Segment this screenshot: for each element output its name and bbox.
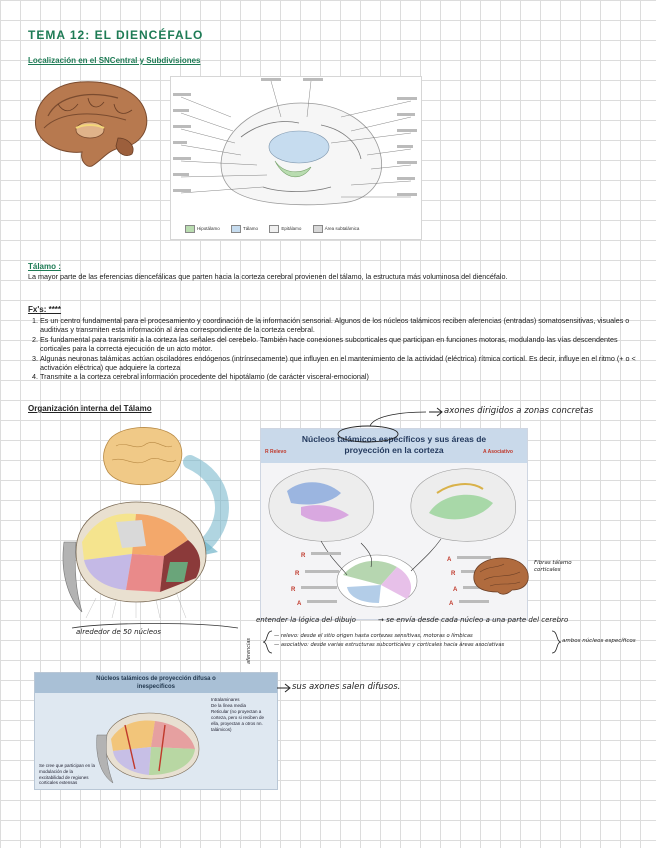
bracket-right-icon [550,630,562,654]
diffuse-item: Intralaminares [211,697,240,702]
legend-epithalamus: Epitálamo [269,226,301,231]
svg-text:R: R [291,587,296,593]
panel3-title: Núcleos talámicos de proyección difusa o inespecíficos [96,676,216,690]
diencephalon-diagram [170,76,422,240]
legend-subthalamic: Área subtalámica [313,226,360,231]
function-item: 4. Transmite a la corteza cerebral información procedente del hipotálamo (de carácter visceral-emocional) [40,372,640,381]
annotation-inputs-label: aferencias [246,637,252,664]
svg-text:A: A [297,601,302,607]
svg-text:R: R [301,553,306,559]
brain-sagittal-image [28,76,152,168]
panel2-title: Núcleos talámicos específicos y sus áreas de proyección en la corteza [301,434,487,455]
relay-tag: R Relevo [265,449,287,455]
diffuse-items [211,697,273,733]
function-item: 3. Algunas neuronas talámicas actúan osciladores endógenos (intrínsecamente) que influyen en el mantenimiento de la actividad (eléctrica) rítmica cortical. Es decir, influye en el ritmo (+ o < activación eléctrica) que adquiere la corteza [40,354,640,373]
annotation-circle-line [330,408,480,444]
page-title: TEMA 12: EL DIENCÉFALO [28,28,204,42]
bracket-left-icon [262,630,274,654]
annotation-diffuse-axons: sus axones salen difusos. [276,680,456,696]
diffuse-note: Se cree que participan en la modulación de la excitabilidad de regiones corticales extensas [39,763,96,786]
diagram-legend [185,225,415,233]
diffuse-item: De la línea media [211,703,247,708]
functions-heading: Fx's: **** [28,305,62,314]
function-item: 2. Es fundamental para transmitir a la corteza las señales del cerebelo. También hace conexiones subcorticales que participan en funciones motoras, modulando las vías descendentes corticales para la correcta ejecución de un acto motor. [40,335,640,354]
legend-hypothalamus: Hipotálamo [185,226,220,231]
associative-tag: A Asociativo [483,449,513,455]
thalamus-description: La mayor parte de las eferencias diencefálicas que parten hacia la corteza cerebral provienen del tálamo, la estructura más voluminosa del diencéfalo. [28,272,508,281]
svg-text:A: A [453,587,458,593]
legend-thalamus: Tálamo [231,226,258,231]
thalamus-3d-illustration [56,422,246,622]
diffuse-item: Reticular (no proyectan a corteza, pero si reciben de ella, proyectan a otros nn. talámicos) [211,709,265,732]
thalamus-heading: Tálamo : [28,262,61,271]
annotation-understand: entender la lógica del dibujo → se envía desde cada núcleo a una parte del cerebro [256,616,569,624]
svg-text:R: R [295,571,300,577]
diffuse-thalamus-illustration [95,695,215,785]
internal-org-heading: Organización interna del Tálamo [28,404,152,413]
diffuse-nuclei-panel [34,672,278,790]
annotation-relay-assoc [274,632,550,650]
function-item: 1. Es un centro fundamental para el procesamiento y coordinación de la información sensorial. Algunos de los núcleos talámicos reciben aferencias (entradas) somatosensitivas, visuales o auditivas y transmiten esta información al área correspondiente de la corteza cerebral. [40,316,640,335]
brain-small-image [470,556,532,596]
functions-list [28,316,640,382]
svg-text:R: R [451,571,456,577]
annotation-around-50: alrededor de 50 núcleos [70,620,240,640]
svg-text:A: A [449,601,454,607]
annotation-fibers: Fibras tálamo corticales [534,560,572,573]
annotation-relay: — relevo: desde el sitio origen hasta cortezas sensitivas, motoras o límbicas [274,633,473,639]
annotation-associative: — asociativo: desde varias estructuras subcorticales y corticales hacia áreas asociativas [274,642,505,648]
localization-heading: Localización en el SNCentral y Subdivisiones [28,56,201,65]
svg-text:A: A [447,557,452,563]
annotation-axons-directed: axones dirigidos a zonas concretas [428,404,628,420]
annotation-both-specific: ambos núcleos específicos [562,638,636,644]
